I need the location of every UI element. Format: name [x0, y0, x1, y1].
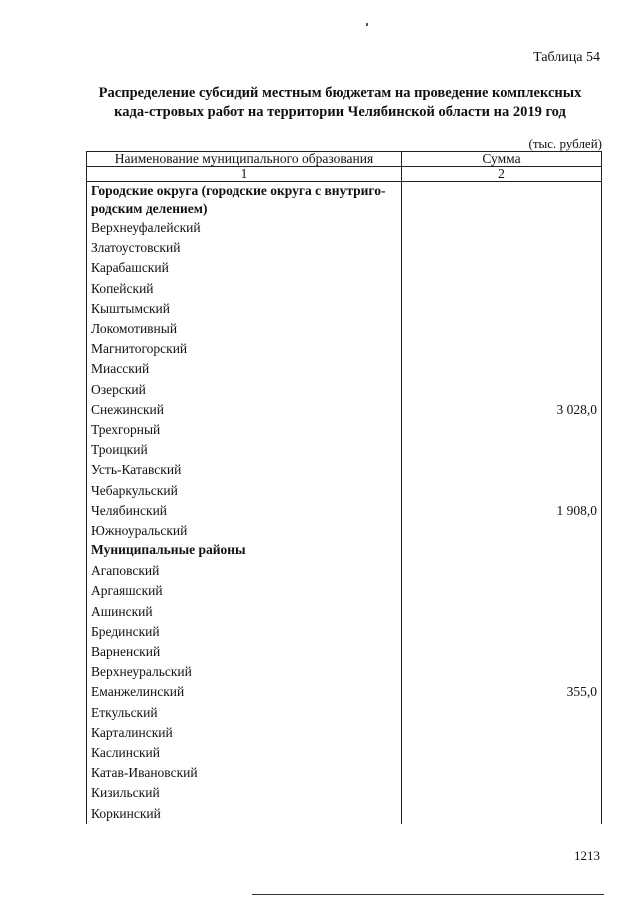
- municipality-name: Усть-Катавский: [87, 460, 402, 480]
- table-row: [87, 561, 602, 581]
- subsidy-amount: [402, 258, 602, 278]
- subsidy-amount: [402, 561, 602, 581]
- subsidy-amount: [402, 238, 602, 258]
- municipality-name: Еманжелинский: [87, 682, 402, 702]
- table-row: [87, 763, 602, 783]
- table-row: [87, 783, 602, 803]
- column-header-sum: Сумма: [402, 152, 602, 167]
- units-label: (тыс. рублей): [528, 136, 602, 151]
- municipality-name: Магнитогорский: [87, 339, 402, 359]
- municipality-name: Коркинский: [87, 804, 402, 824]
- municipality-name: Карабашский: [87, 258, 402, 278]
- table-row: [87, 662, 602, 682]
- municipality-name: Агаповский: [87, 561, 402, 581]
- table-row: [87, 359, 602, 379]
- column-number-2: 2: [402, 167, 602, 182]
- subsidy-amount: [402, 521, 602, 541]
- table-row: [87, 581, 602, 601]
- column-number-1: 1: [87, 167, 402, 182]
- municipality-name: Верхнеуральский: [87, 662, 402, 682]
- subsidy-amount: [402, 440, 602, 460]
- table-row: [87, 279, 602, 299]
- subsidy-amount: [402, 339, 602, 359]
- table-row: [87, 804, 602, 824]
- table-row: [87, 682, 602, 702]
- subsidy-amount: [402, 279, 602, 299]
- municipality-name: Еткульский: [87, 703, 402, 723]
- subsidy-table: [86, 151, 602, 824]
- subsidy-amount: [402, 723, 602, 743]
- subsidy-amount: [402, 299, 602, 319]
- table-row: [87, 622, 602, 642]
- municipality-name: Миасский: [87, 359, 402, 379]
- municipality-name: Брединский: [87, 622, 402, 642]
- page-number: 1213: [574, 848, 600, 863]
- subsidy-amount: 3 028,0: [402, 400, 602, 420]
- table-row: [87, 299, 602, 319]
- municipality-name: Каслинский: [87, 743, 402, 763]
- table-row: [87, 400, 602, 420]
- subsidy-amount: [402, 380, 602, 400]
- municipality-name: Кыштымский: [87, 299, 402, 319]
- document-title-text: Распределение субсидий местным бюджетам на проведение комплексных када-стровых работ на территории Челябинской области на 2019 год: [98, 85, 582, 120]
- subsidy-amount: [402, 804, 602, 824]
- subsidy-amount: [402, 622, 602, 642]
- subsidy-amount: [402, 481, 602, 501]
- municipality-name: Трехгорный: [87, 420, 402, 440]
- subsidy-amount: [402, 602, 602, 622]
- municipality-name: Аргаяшский: [87, 581, 402, 601]
- municipality-name: Катав-Ивановский: [87, 763, 402, 783]
- group-heading: Муниципальные районы: [87, 541, 402, 561]
- municipality-name: Варненский: [87, 642, 402, 662]
- table-row: [87, 238, 602, 258]
- subsidy-amount: 355,0: [402, 682, 602, 702]
- table-row: [87, 420, 602, 440]
- document-title: [80, 84, 600, 122]
- subsidy-amount: [402, 662, 602, 682]
- table-row: [87, 460, 602, 480]
- table-number: Таблица 54: [533, 50, 600, 65]
- subsidy-amount: [402, 182, 602, 219]
- municipality-name: Локомотивный: [87, 319, 402, 339]
- table-row: [87, 258, 602, 278]
- table-row: [87, 743, 602, 763]
- subsidy-amount: [402, 743, 602, 763]
- footer-divider: [252, 894, 604, 895]
- table-row: [87, 501, 602, 521]
- municipality-name: Южноуральский: [87, 521, 402, 541]
- table-group-row: [87, 541, 602, 561]
- scan-mark: [366, 23, 368, 26]
- subsidy-amount: 1 908,0: [402, 501, 602, 521]
- column-header-name: Наименование муниципального образования: [87, 152, 402, 167]
- municipality-name: Челябинский: [87, 501, 402, 521]
- table-row: [87, 440, 602, 460]
- subsidy-amount: [402, 541, 602, 561]
- table-row: [87, 521, 602, 541]
- table-body: [87, 182, 602, 824]
- table-row: [87, 218, 602, 238]
- subsidy-amount: [402, 218, 602, 238]
- municipality-name: Ашинский: [87, 602, 402, 622]
- subsidy-amount: [402, 581, 602, 601]
- municipality-name: Снежинский: [87, 400, 402, 420]
- municipality-name: Чебаркульский: [87, 481, 402, 501]
- table-group-row: [87, 182, 602, 219]
- table-row: [87, 319, 602, 339]
- table-row: [87, 481, 602, 501]
- municipality-name: Верхнеуфалейский: [87, 218, 402, 238]
- subsidy-amount: [402, 642, 602, 662]
- subsidy-amount: [402, 460, 602, 480]
- group-heading: Городские округа (городские округа с внутриго-родским делением): [87, 182, 402, 219]
- subsidy-amount: [402, 359, 602, 379]
- table-row: [87, 380, 602, 400]
- table-column-number-row: [87, 167, 602, 182]
- table-row: [87, 642, 602, 662]
- table-row: [87, 602, 602, 622]
- table-row: [87, 339, 602, 359]
- municipality-name: Копейский: [87, 279, 402, 299]
- subsidy-amount: [402, 319, 602, 339]
- table-row: [87, 723, 602, 743]
- table-row: [87, 703, 602, 723]
- municipality-name: Златоустовский: [87, 238, 402, 258]
- subsidy-amount: [402, 763, 602, 783]
- subsidy-amount: [402, 783, 602, 803]
- municipality-name: Озерский: [87, 380, 402, 400]
- municipality-name: Троицкий: [87, 440, 402, 460]
- subsidy-amount: [402, 703, 602, 723]
- municipality-name: Карталинский: [87, 723, 402, 743]
- municipality-name: Кизильский: [87, 783, 402, 803]
- table-header-row: [87, 152, 602, 167]
- subsidy-amount: [402, 420, 602, 440]
